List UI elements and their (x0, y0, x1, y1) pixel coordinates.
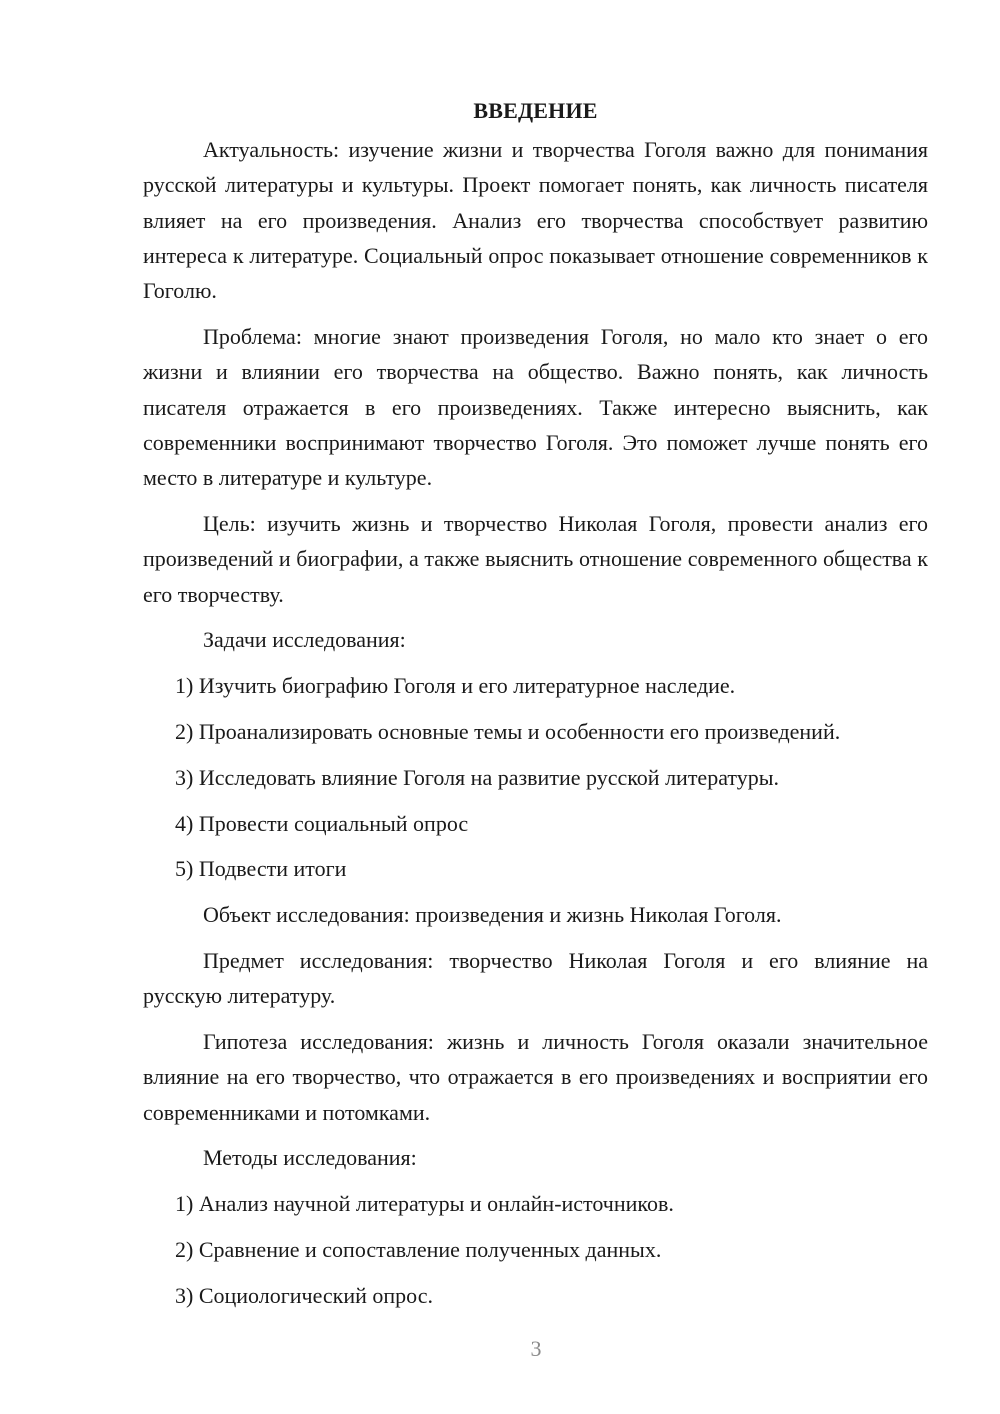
tasks-label: Задачи исследования: (203, 627, 406, 653)
list-item: 2) Проанализировать основные темы и особенности его произведений. (175, 718, 841, 744)
document-page (143, 96, 928, 1324)
list-item: 2) Сравнение и сопоставление полученных данных. (175, 1237, 662, 1263)
page-number: 3 (530, 1336, 542, 1361)
paragraph-goal: Цель: изучить жизнь и творчество Николая Гоголя, провести анализ его произведений и биографии, а также выяснить отношение современного общества к его творчеству. (143, 510, 928, 607)
list-item: 4) Провести социальный опрос (175, 810, 469, 836)
tasks-list (143, 668, 928, 886)
list-item: 3) Социологический опрос. (175, 1282, 433, 1308)
paragraph-problem: Проблема: многие знают произведения Гоголя, но мало кто знает о его жизни и влиянии его творчества на общество. Важно понять, как личность писателя отражается в его произведениях. Также интересно выяснить, как современники воспринимают творчество Гоголя. Это поможет лучше понять его место в литературе и культуре. (143, 323, 928, 491)
list-item: 5) Подвести итоги (175, 856, 347, 882)
paragraph-subject: Предмет исследования: творчество Николая Гоголя и его влияние на русскую литературу. (143, 947, 928, 1009)
list-item: 3) Исследовать влияние Гоголя на развитие русской литературы. (175, 764, 780, 790)
list-item: 1) Анализ научной литературы и онлайн-источников. (175, 1191, 674, 1217)
methods-label: Методы исследования: (203, 1145, 417, 1171)
paragraph-relevance: Актуальность: изучение жизни и творчества Гоголя важно для понимания русской литературы и культуры. Проект помогает понять, как личность писателя влияет на его произведения. Анализ его творчества способствует развитию интереса к литературе. Социальный опрос показывает отношение современников к Гоголю. (143, 137, 928, 304)
page-title: ВВЕДЕНИЕ (473, 98, 598, 123)
methods-list (143, 1186, 928, 1313)
paragraph-object: Объект исследования: произведения и жизнь Николая Гоголя. (203, 902, 782, 928)
list-item: 1) Изучить биографию Гоголя и его литературное наследие. (175, 673, 736, 699)
paragraph-hypothesis: Гипотеза исследования: жизнь и личность Гоголя оказали значительное влияние на его творчество, что отражается в его произведениях и восприятии его современниками и потомками. (143, 1029, 928, 1125)
